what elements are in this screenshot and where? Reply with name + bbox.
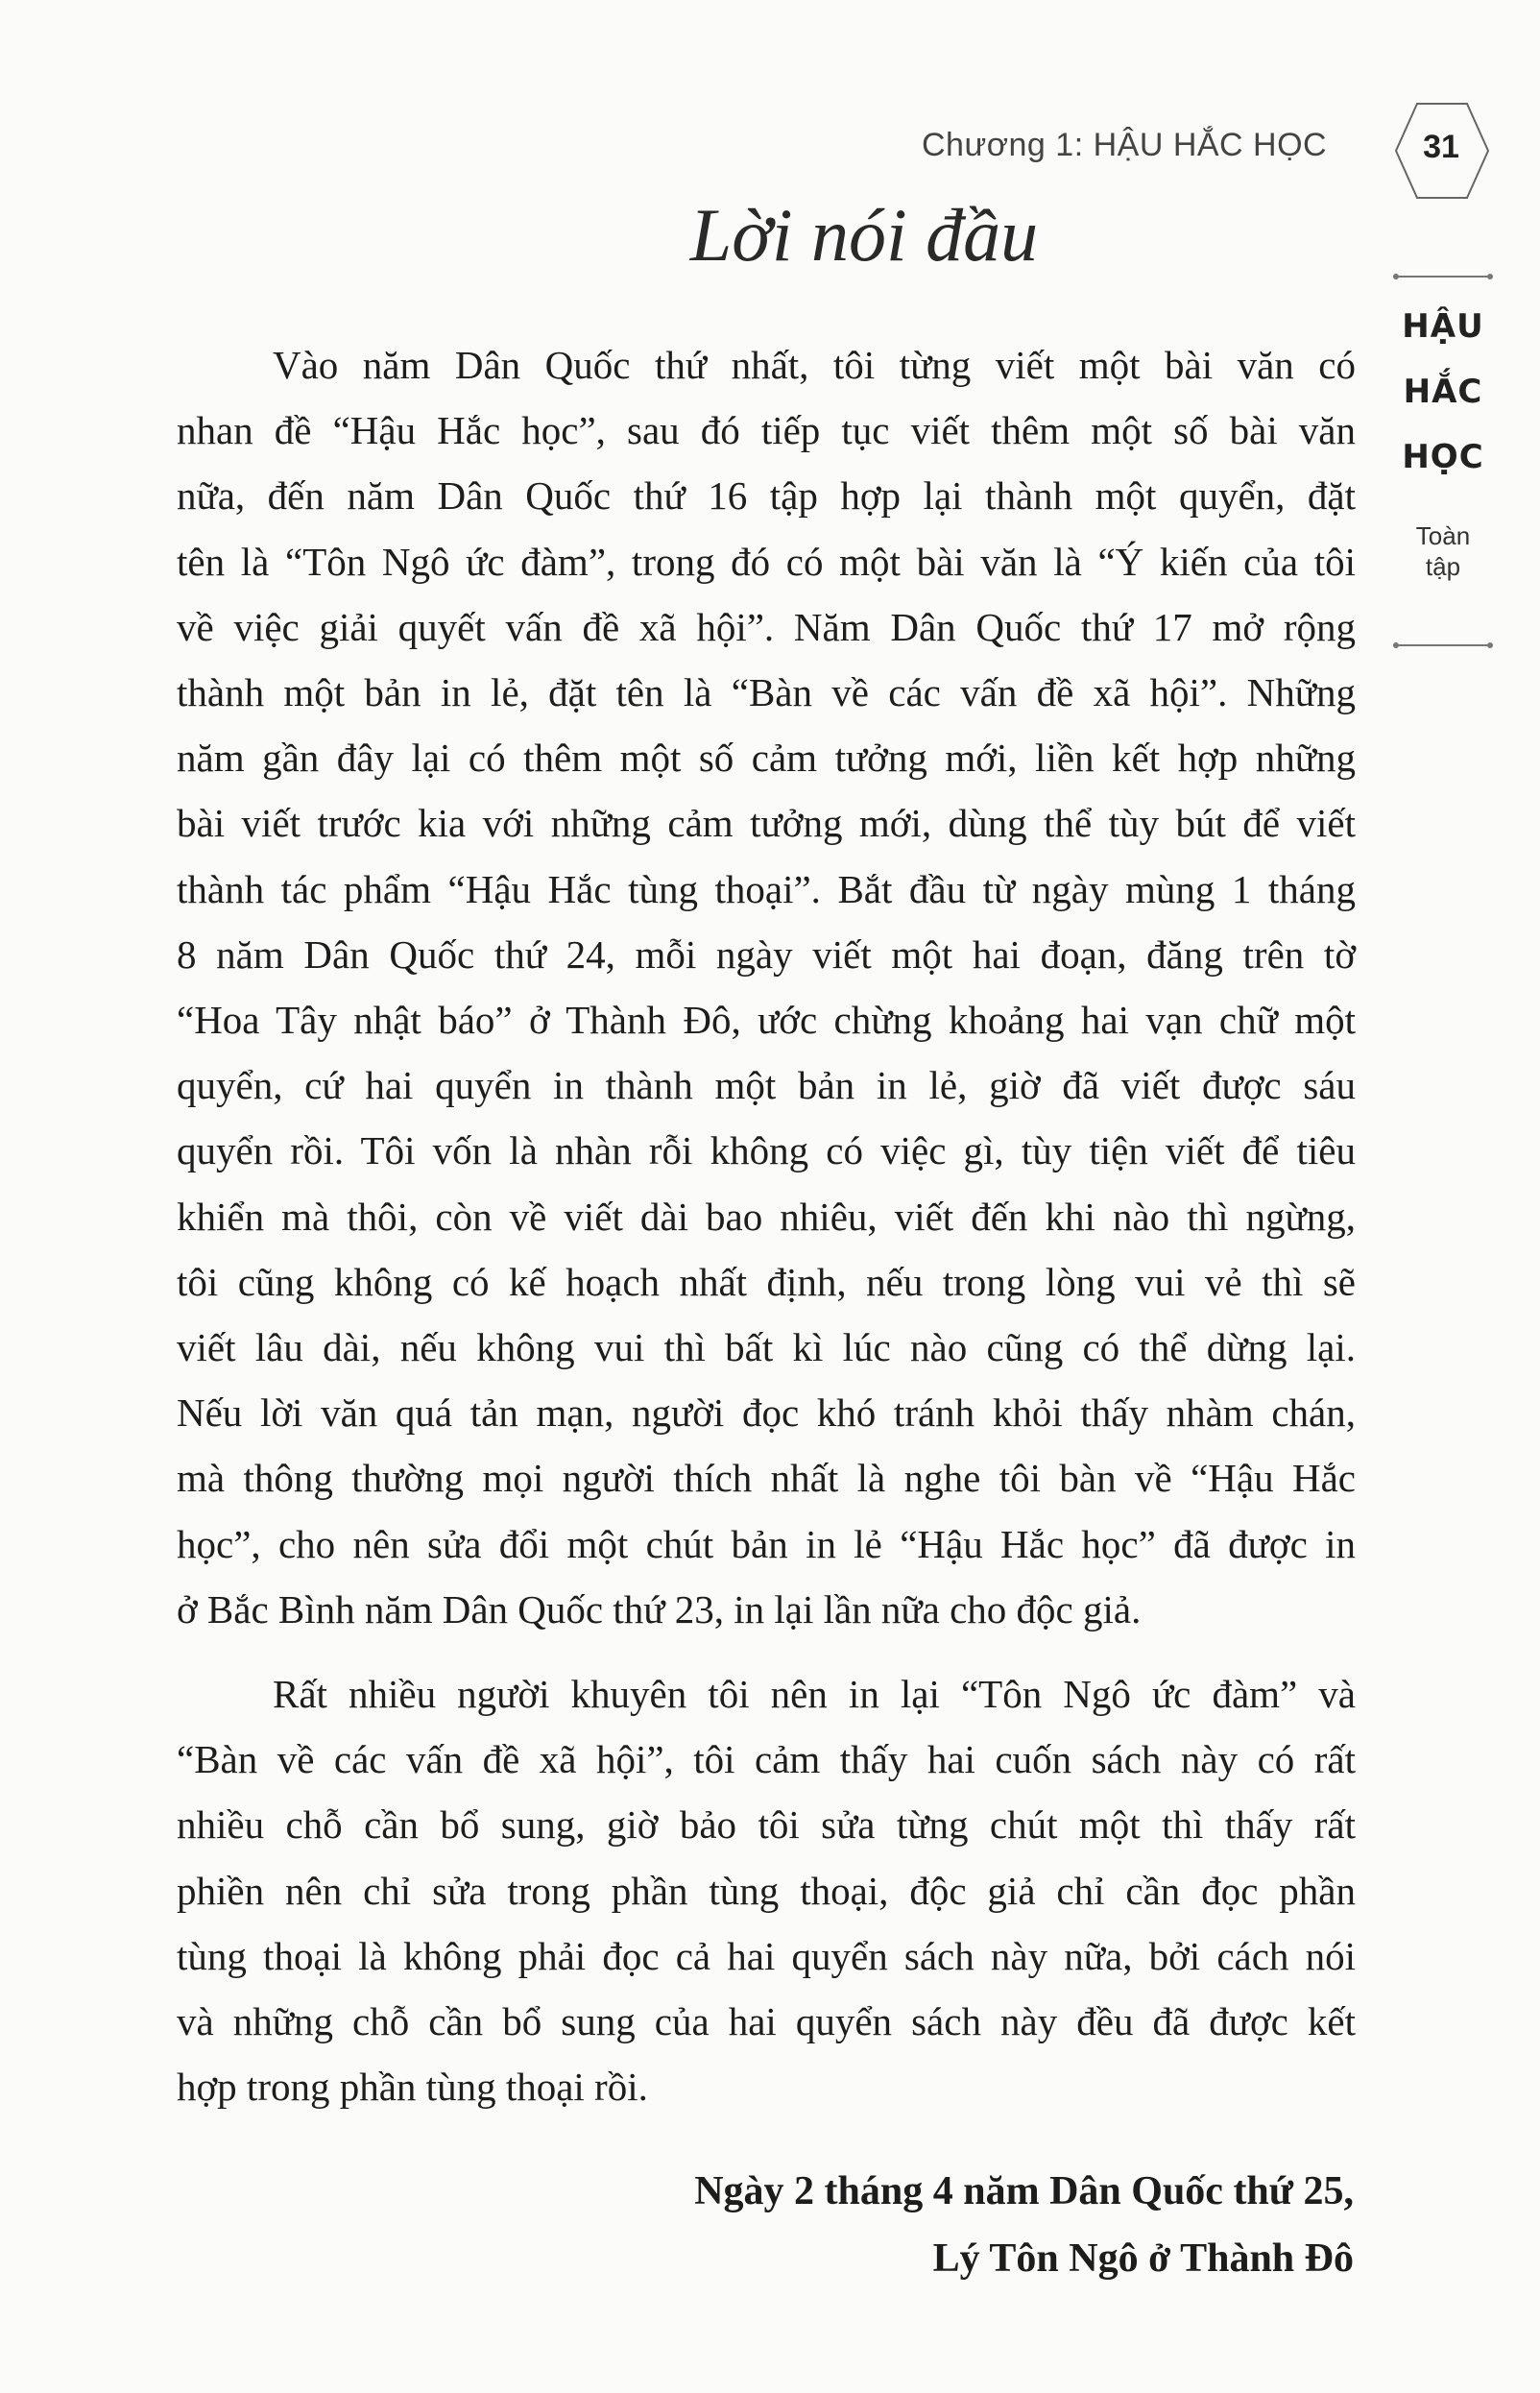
text-line: và những chỗ cần bổ sung của hai quyển sách này đều đã được kết	[177, 1999, 1356, 2044]
text-line: mà thông thường mọi người thích nhất là nghe tôi bàn về “Hậu Hắc	[177, 1456, 1356, 1501]
text-line: 8 năm Dân Quốc thứ 24, mỗi ngày viết một hai đoạn, đăng trên tờ	[177, 931, 1356, 977]
page-number-badge	[1390, 100, 1492, 202]
side-subtitle-line-2: tập	[1425, 552, 1461, 581]
text-line: thành tác phẩm “Hậu Hắc tùng thoại”. Bắt đầu từ ngày mùng 1 tháng	[177, 866, 1356, 911]
text-line: “Bàn về các vấn đề xã hội”, tôi cảm thấy hai cuốn sách này có rất	[177, 1737, 1356, 1782]
text-line: bài viết trước kia với những cảm tưởng mới, dùng thể tùy bút để viết	[177, 801, 1356, 846]
signature-author: Lý Tôn Ngô ở Thành Đô	[932, 2236, 1354, 2281]
text-line: Vào năm Dân Quốc thứ nhất, tôi từng viết một bài văn có	[273, 343, 1356, 387]
text-line: quyển, cứ hai quyển in thành một bản in lẻ, giờ đã viết được sáu	[177, 1063, 1356, 1108]
side-title-line-2: HẮC	[1403, 373, 1483, 411]
text-line: nhiều chỗ cần bổ sung, giờ bảo tôi sửa từng chút một thì thấy rất	[177, 1802, 1356, 1848]
text-line: học”, cho nên sửa đổi một chút bản in lẻ “Hậu Hắc học” đã được in	[177, 1521, 1356, 1566]
text-line: “Hoa Tây nhật báo” ở Thành Đô, ước chừng khoảng hai vạn chữ một	[177, 998, 1356, 1043]
side-subtitle-line-1: Toàn	[1415, 521, 1471, 550]
text-line: tên là “Tôn Ngô ức đàm”, trong đó có một bài văn là “Ý kiến của tôi	[177, 539, 1356, 584]
text-line: quyển rồi. Tôi vốn là nhàn rỗi không có việc gì, tùy tiện viết để tiêu	[177, 1128, 1356, 1173]
text-line: nhan đề “Hậu Hắc học”, sau đó tiếp tục viết thêm một số bài văn	[177, 408, 1356, 453]
text-line: khiển mà thôi, còn về viết dài bao nhiêu, viết đến khi nào thì ngừng,	[177, 1194, 1356, 1239]
text-line: tùng thoại là không phải đọc cả hai quyển sách này nữa, bởi cách nói	[177, 1933, 1356, 1978]
text-line: về việc giải quyết vấn đề xã hội”. Năm Dân Quốc thứ 17 mở rộng	[177, 604, 1356, 649]
text-line: Nếu lời văn quá tản mạn, người đọc khó tránh khỏi thấy nhàm chán,	[177, 1390, 1356, 1436]
text-line: nữa, đến năm Dân Quốc thứ 16 tập hợp lại thành một quyển, đặt	[177, 473, 1356, 519]
text-line: ở Bắc Bình năm Dân Quốc thứ 23, in lại lần nữa cho độc giả.	[177, 1586, 1142, 1632]
text-line: tôi cũng không có kế hoạch nhất định, nếu trong lòng vui vẻ thì sẽ	[177, 1259, 1356, 1304]
paragraph-2	[177, 1661, 1356, 2119]
side-title-line-1: HẬU	[1402, 307, 1484, 346]
text-line: hợp trong phần tùng thoại rồi.	[177, 2065, 648, 2110]
side-title-line-3: HỌC	[1402, 438, 1484, 476]
text-line: Rất nhiều người khuyên tôi nên in lại “Tôn Ngô ức đàm” và	[273, 1672, 1356, 1716]
paragraph-1	[177, 332, 1356, 1642]
running-head: Chương 1: HẬU HẮC HỌC	[922, 127, 1328, 163]
text-line: phiền nên chỉ sửa trong phần tùng thoại, độc giả chỉ cần đọc phần	[177, 1868, 1356, 1913]
text-line: năm gần đây lại có thêm một số cảm tưởng mới, liền kết hợp những	[177, 736, 1356, 781]
side-book-tab	[1390, 269, 1496, 653]
text-line: viết lâu dài, nếu không vui thì bất kì lúc nào cũng có thể dừng lại.	[177, 1325, 1356, 1370]
page-number: 31	[1423, 129, 1459, 165]
signature-date: Ngày 2 tháng 4 năm Dân Quốc thứ 25,	[694, 2169, 1354, 2213]
text-line: thành một bản in lẻ, đặt tên là “Bàn về các vấn đề xã hội”. Những	[177, 670, 1356, 715]
page-title: Lời nói đầu	[689, 193, 1039, 277]
